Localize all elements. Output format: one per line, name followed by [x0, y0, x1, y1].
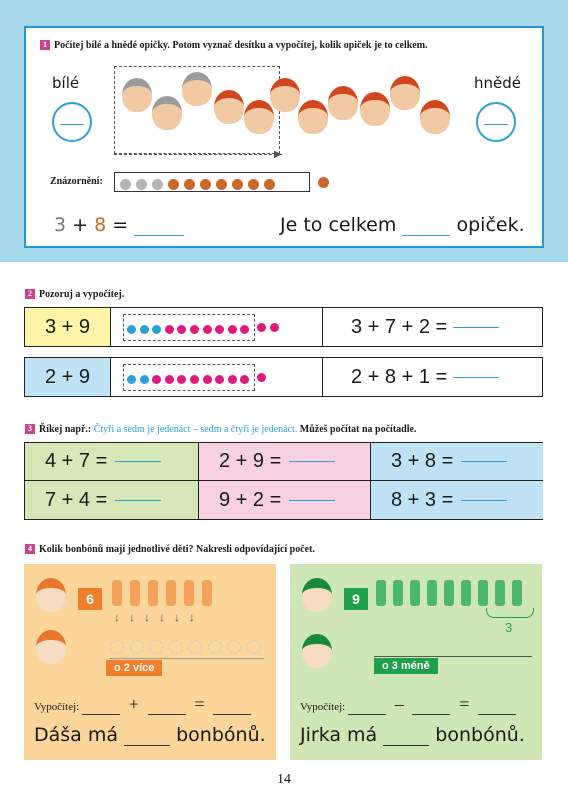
task3-cell: 3 + 8 =	[371, 443, 543, 481]
calc-eq: =	[459, 694, 470, 714]
total-answer-blank[interactable]	[402, 235, 450, 236]
calc-blank[interactable]	[82, 714, 120, 715]
monkey-brown	[214, 90, 244, 124]
girl-avatar	[36, 630, 66, 664]
sum-answer-blank[interactable]	[453, 377, 499, 378]
task3-cell: 7 + 4 =	[25, 481, 199, 519]
task3-header	[25, 424, 416, 435]
boy-avatar	[302, 634, 332, 668]
equation-plus: +	[72, 214, 89, 236]
task3-cell: 4 + 7 =	[25, 443, 199, 481]
task-number-badge: 1	[40, 40, 50, 50]
monkey-brown	[298, 100, 328, 134]
empty-candy-slots[interactable]	[110, 640, 266, 659]
monkey-brown	[420, 100, 450, 134]
slot-line	[110, 658, 264, 659]
answer-blank[interactable]	[461, 461, 507, 462]
example-sentence: Čtyři a sedm je jedenáct – sedm a čtyři je jedenáct.	[93, 424, 298, 435]
task4-panel-dasa	[24, 564, 276, 760]
down-arrows-icon: ↓↓↓↓↓↓	[114, 610, 204, 624]
bead-brown	[248, 179, 259, 190]
equation-a: 3	[54, 214, 67, 236]
equation-eq: =	[112, 214, 129, 236]
label-brown: hnědé	[474, 74, 521, 92]
sum-expression: 3 + 7 + 2 =	[351, 315, 448, 338]
task4-instruction: Kolik bonbónů mají jednotlivé děti? Nakresli odpovídající počet.	[39, 544, 315, 555]
answer-blank[interactable]	[289, 500, 335, 501]
bead-white	[136, 179, 147, 190]
sum-expression: 2 + 8 + 1 =	[351, 365, 448, 388]
task2-row-1	[24, 307, 543, 347]
bead-white	[152, 179, 163, 190]
more-tag: o 2 více	[106, 660, 162, 676]
answer-sentence	[300, 724, 525, 746]
calc-row	[300, 694, 516, 715]
girl-avatar	[302, 578, 332, 612]
monkey-brown	[360, 92, 390, 126]
task2-expr: 3 + 9	[25, 308, 111, 346]
label-white: bílé	[52, 74, 80, 92]
slot-line[interactable]	[374, 656, 532, 657]
task3-cell: 2 + 9 =	[199, 443, 371, 481]
task4-header	[25, 544, 315, 555]
ten-selection-frame	[123, 314, 255, 341]
task1-instruction: Počítej bílé a hnědé opičky. Potom vyznač desítku a vypočítej, kolik opiček je to celkem.	[54, 40, 428, 51]
monkey-brown	[244, 100, 274, 134]
candy-count-badge: 9	[344, 588, 368, 610]
answer-blank[interactable]	[461, 500, 507, 501]
ten-selection-frame	[123, 364, 255, 391]
selection-arrow	[114, 154, 282, 155]
dot-strip	[111, 358, 323, 396]
calc-op: –	[394, 694, 404, 714]
answer-blank[interactable]	[383, 745, 429, 746]
bead-brown	[168, 179, 179, 190]
task3-cell: 9 + 2 =	[199, 481, 371, 519]
answer-circle-brown[interactable]	[476, 102, 516, 142]
bead-brown	[216, 179, 227, 190]
task3-cell: 8 + 3 =	[371, 481, 543, 519]
brace-icon	[486, 608, 534, 618]
monkey-brown	[328, 86, 358, 120]
monkey-white	[152, 96, 182, 130]
equation-b: 8	[94, 214, 107, 236]
candy-count-badge: 6	[78, 588, 102, 610]
monkey-white	[122, 78, 152, 112]
calc-op: +	[128, 694, 139, 714]
task1-header	[40, 40, 428, 51]
task-number-badge: 2	[25, 289, 35, 299]
answer-prefix: Jirka má	[300, 724, 378, 746]
answer-prefix: Dáša má	[34, 724, 119, 746]
calc-blank[interactable]	[213, 714, 251, 715]
total-prefix: Je to celkem	[280, 214, 397, 236]
calc-label: Vypočítej:	[300, 701, 346, 713]
less-tag: o 3 méně	[374, 658, 438, 674]
task4-panel-jirka	[290, 564, 542, 760]
page-number: 14	[277, 772, 291, 787]
task3-grid	[24, 442, 543, 520]
answer-sentence	[34, 724, 266, 746]
calc-blank[interactable]	[412, 714, 450, 715]
task1-total	[280, 214, 525, 236]
dot-strip	[111, 308, 323, 346]
task-number-badge: 4	[25, 544, 35, 554]
task2-sum	[323, 308, 542, 346]
answer-blank[interactable]	[289, 461, 335, 462]
bead-brown	[184, 179, 195, 190]
bead-brown-extra	[318, 177, 329, 188]
answer-circle-white[interactable]	[52, 102, 92, 142]
total-suffix: opiček.	[456, 214, 525, 236]
girl-avatar	[36, 578, 66, 612]
answer-suffix: bonbónů.	[435, 724, 525, 746]
abacus-hint: Můžeš počítat na počítadle.	[299, 424, 417, 435]
task2-expr: 2 + 9	[25, 358, 111, 396]
arrow-head-icon: ▶	[274, 149, 282, 160]
task2-row-2	[24, 357, 543, 397]
candy-row	[112, 580, 220, 611]
calc-eq: =	[194, 694, 205, 714]
answer-blank[interactable]	[115, 500, 161, 501]
calc-blank[interactable]	[348, 714, 386, 715]
calc-row	[34, 694, 251, 715]
equation-answer-blank[interactable]	[134, 235, 184, 236]
bead-brown	[200, 179, 211, 190]
sum-answer-blank[interactable]	[453, 327, 499, 328]
task1-equation	[54, 214, 184, 236]
task2-sum	[323, 358, 542, 396]
representation-label: Znázornění:	[50, 176, 103, 187]
task2-instruction: Pozoruj a vypočítej.	[39, 289, 125, 300]
calc-blank[interactable]	[478, 714, 516, 715]
bead-frame	[114, 172, 310, 192]
brace-value: 3	[505, 620, 513, 635]
answer-blank[interactable]	[115, 461, 161, 462]
say-prefix: Říkej např.:	[39, 424, 92, 435]
bead-brown	[232, 179, 243, 190]
answer-suffix: bonbónů.	[176, 724, 266, 746]
monkey-brown	[390, 76, 420, 110]
bead-white	[120, 179, 131, 190]
candy-row	[376, 580, 522, 611]
monkey-brown	[270, 78, 300, 112]
bead-brown	[264, 179, 275, 190]
task1-card	[24, 26, 544, 248]
answer-blank[interactable]	[124, 745, 170, 746]
task2-header	[25, 289, 124, 300]
task-number-badge: 3	[25, 424, 35, 434]
calc-label: Vypočítej:	[34, 701, 80, 713]
monkey-white	[182, 72, 212, 106]
calc-blank[interactable]	[148, 714, 186, 715]
